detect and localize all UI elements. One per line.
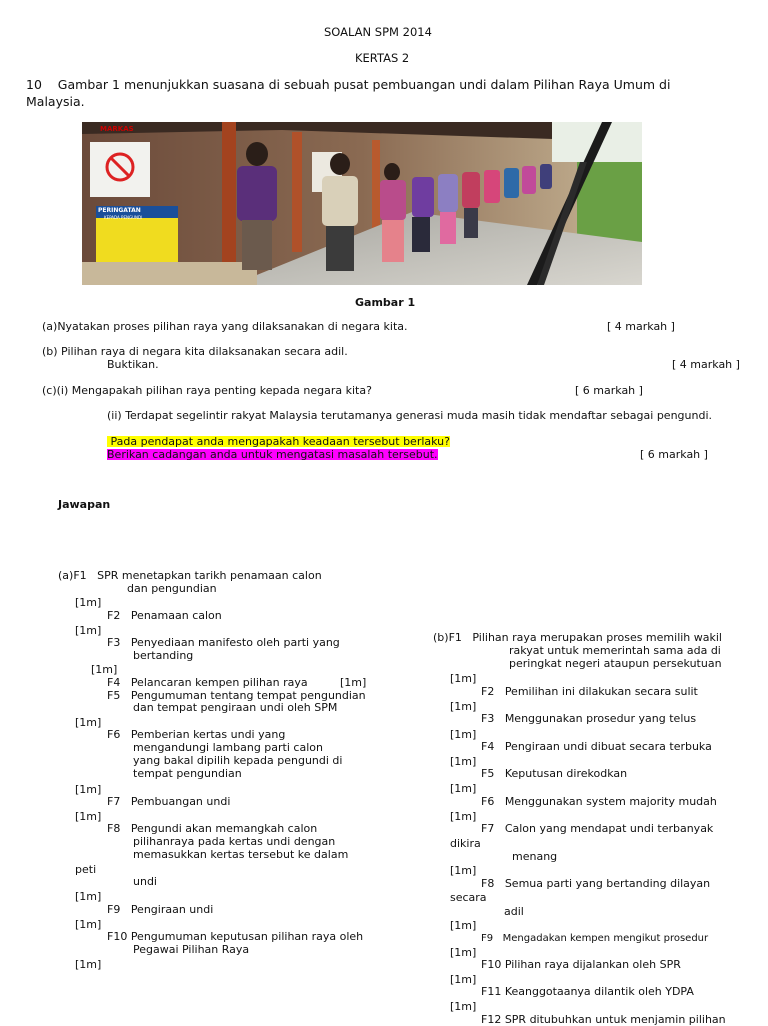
question-c-ii: (ii) Terdapat segelintir rakyat Malaysia terutamanya generasi muda masih tidak mendaftar sebagai pengundi. (107, 409, 713, 422)
answer-a-f4: F4 Pelancaran kempen pilihan raya (107, 676, 308, 689)
answer-b-m3: [1m] (450, 728, 477, 741)
answer-b-f1-cont1: rakyat untuk memerintah sama ada di (509, 644, 721, 657)
answer-b-f8-secara: secara (450, 891, 487, 904)
answer-b-f3: F3 Menggunakan prosedur yang telus (481, 712, 697, 725)
question-c-highlight-2: Berikan cadangan anda untuk mengatasi masalah tersebut. (107, 448, 438, 461)
answer-b-f6: F6 Menggunakan system majority mudah (481, 795, 717, 808)
answer-b-m1: [1m] (450, 672, 477, 685)
answer-a-f3-cont: bertanding (133, 649, 194, 662)
answer-b-m9: [1m] (450, 946, 477, 959)
answer-a-m8: [1m] (75, 890, 102, 903)
document-subtitle: KERTAS 2 (355, 51, 410, 65)
question-c-ii-marks: [ 6 markah ] (640, 448, 708, 461)
answer-a-f6-cont1: mengandungi lambang parti calon (133, 741, 323, 754)
answer-a-m4: [1m] (340, 676, 367, 689)
answer-a-f3: F3 Penyediaan manifesto oleh parti yang (107, 636, 340, 649)
answer-a-f1: (a)F1 SPR menetapkan tarikh penamaan calon (58, 569, 322, 582)
answer-a-f8-cont3: undi (133, 875, 157, 888)
answer-b-f12: F12 SPR ditubuhkan untuk menjamin pilihan (481, 1013, 726, 1026)
answer-a-f10: F10 Pengumuman keputusan pilihan raya oleh (107, 930, 364, 943)
answer-b-f7: F7 Calon yang mendapat undi terbanyak (481, 822, 714, 835)
answer-a-m7: [1m] (75, 810, 102, 823)
question-intro-line1: 10 Gambar 1 menunjukkan suasana di sebuah pusat pembuangan undi dalam Pilihan Raya Umum di (26, 77, 671, 92)
answer-a-f6: F6 Pemberian kertas undi yang (107, 728, 286, 741)
question-b: (b) Pilihan raya di negara kita dilaksanakan secara adil. (42, 345, 348, 358)
answer-a-m5: [1m] (75, 716, 102, 729)
answer-a-m6: [1m] (75, 783, 102, 796)
figure-caption: Gambar 1 (355, 296, 416, 309)
answer-a-f1-cont: dan pengundian (127, 582, 217, 595)
photo-sign-bottom: PERINGATAN (98, 207, 141, 214)
answer-b-m11: [1m] (450, 1000, 477, 1013)
answer-heading: Jawapan (58, 498, 111, 511)
answer-a-f8-cont1: pilihanraya pada kertas undi dengan (133, 835, 336, 848)
answer-a-m2: [1m] (75, 624, 102, 637)
answer-b-f1-cont2: peringkat negeri ataupun persekutuan (509, 657, 722, 670)
answer-b-m6: [1m] (450, 810, 477, 823)
question-b-line2: Buktikan. (107, 358, 159, 371)
answer-a-f9: F9 Pengiraan undi (107, 903, 214, 916)
polling-station-photo (82, 122, 642, 285)
question-a-marks: [ 4 markah ] (607, 320, 675, 333)
question-b-marks: [ 4 markah ] (672, 358, 740, 371)
answer-a-f10-cont: Pegawai Pilihan Raya (133, 943, 250, 956)
answer-b-f4: F4 Pengiraan undi dibuat secara terbuka (481, 740, 712, 753)
answer-b-m8: [1m] (450, 919, 477, 932)
answer-a-m10: [1m] (75, 958, 102, 971)
answer-a-m9: [1m] (75, 918, 102, 931)
answer-a-f2: F2 Penamaan calon (107, 609, 222, 622)
answer-a-f5: F5 Pengumuman tentang tempat pengundian (107, 689, 366, 702)
answer-b-f10: F10 Pilihan raya dijalankan oleh SPR (481, 958, 681, 971)
answer-a-f7: F7 Pembuangan undi (107, 795, 231, 808)
question-c-i-marks: [ 6 markah ] (575, 384, 643, 397)
answer-a-m1: [1m] (75, 596, 102, 609)
answer-a-f8: F8 Pengundi akan memangkah calon (107, 822, 318, 835)
answer-b-f2: F2 Pemilihan ini dilakukan secara sulit (481, 685, 698, 698)
photo-sign-bottom-sub: KEPADA PENGUNDI (104, 215, 143, 220)
answer-a-f5-cont: dan tempat pengiraan undi oleh SPM (133, 701, 338, 714)
question-c-i: (c)(i) Mengapakah pilihan raya penting kepada negara kita? (42, 384, 372, 397)
answer-b-m10: [1m] (450, 973, 477, 986)
answer-b-f7-dikira: dikira (450, 837, 481, 850)
answer-b-m7: [1m] (450, 864, 477, 877)
answer-a-m3: [1m] (91, 663, 118, 676)
answer-b-f8-cont: adil (504, 905, 524, 918)
answer-a-f8-peti: peti (75, 863, 97, 876)
answer-b-m4: [1m] (450, 755, 477, 768)
answer-b-f11: F11 Keanggotaanya dilantik oleh YDPA (481, 985, 694, 998)
answer-b-m5: [1m] (450, 782, 477, 795)
answer-b-f7-cont: menang (512, 850, 558, 863)
question-a: (a)Nyatakan proses pilihan raya yang dilaksanakan di negara kita. (42, 320, 408, 333)
answer-b-f9: F9 Mengadakan kempen mengikut prosedur (481, 933, 709, 944)
answer-b-f5: F5 Keputusan direkodkan (481, 767, 628, 780)
answer-b-f1: (b)F1 Pilihan raya merupakan proses memilih wakil (433, 631, 722, 644)
photo-sign-top: MARKAS (100, 125, 134, 133)
question-intro-line2: Malaysia. (26, 94, 85, 109)
answer-a-f6-cont3: tempat pengundian (133, 767, 242, 780)
question-c-highlight-1: Pada pendapat anda mengapakah keadaan tersebut berlaku? (107, 435, 450, 448)
answer-a-f6-cont2: yang bakal dipilih kepada pengundi di (133, 754, 343, 767)
answer-a-f8-cont2: memasukkan kertas tersebut ke dalam (133, 848, 349, 861)
answer-b-m2: [1m] (450, 700, 477, 713)
answer-b-f8: F8 Semua parti yang bertanding dilayan (481, 877, 711, 890)
document-title: SOALAN SPM 2014 (324, 25, 432, 39)
